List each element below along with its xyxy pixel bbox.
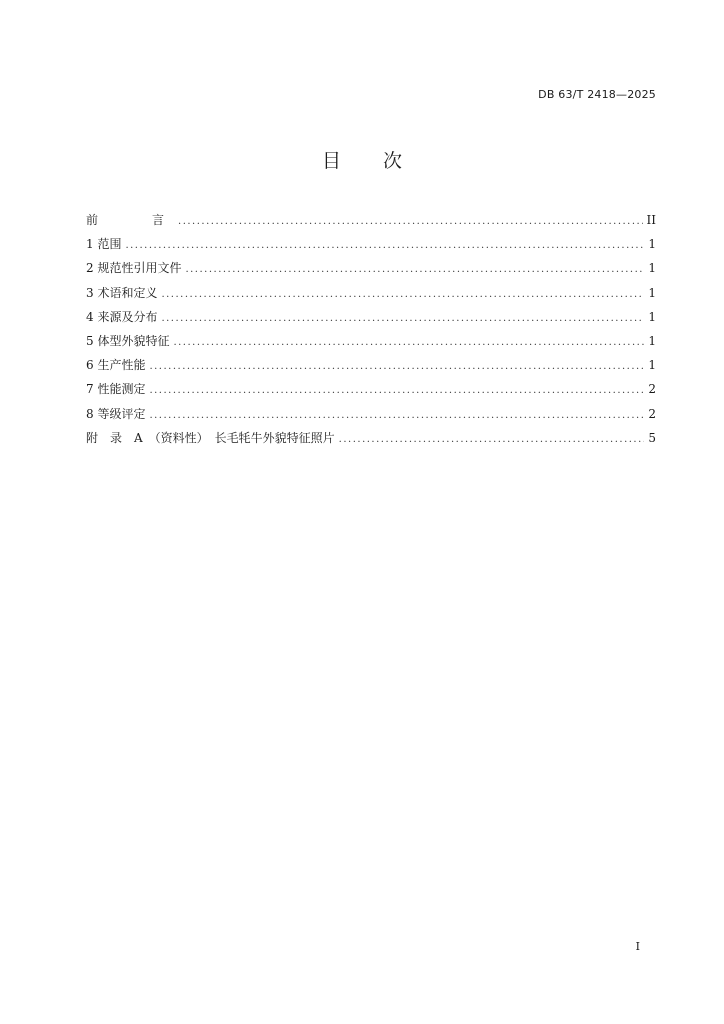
table-of-contents [86,210,656,452]
toc-entry-production-performance[interactable] [86,355,656,379]
toc-label: 附 录 A （资料性） 长毛牦牛外貌特征照片 [86,430,335,445]
toc-label: 4 来源及分布 [86,309,158,324]
toc-page-number: 5 [648,430,656,445]
toc-label: 前 言 [86,213,175,227]
toc-entry-body-appearance[interactable] [86,331,656,355]
title-char-1: 目 [321,150,341,172]
toc-page-number: 1 [648,333,656,348]
toc-entry-terms-definitions[interactable] [86,283,656,307]
toc-label: 7 性能测定 [86,382,146,397]
page-number: I [635,940,640,953]
toc-leader-dots [161,285,644,305]
toc-label: 3 术语和定义 [86,285,158,300]
toc-leader-dots [185,260,644,280]
toc-entry-origin-distribution[interactable] [86,307,656,331]
toc-leader-dots [178,212,643,232]
toc-label: 8 等级评定 [86,406,146,421]
toc-leader-dots [173,333,644,353]
toc-entry-appendix-a[interactable] [86,428,656,452]
toc-leader-dots [125,236,644,256]
toc-page-number: 1 [648,285,656,300]
toc-entry-grade-evaluation[interactable] [86,404,656,428]
toc-page-number: 1 [648,261,656,276]
toc-label: 1 范围 [86,237,122,252]
toc-page-number: 1 [648,309,656,324]
toc-entry-performance-testing[interactable] [86,379,656,403]
toc-page-number: II [646,213,656,227]
toc-entry-foreword[interactable] [86,210,656,234]
page-title [0,146,724,173]
toc-label: 2 规范性引用文件 [86,261,182,276]
toc-leader-dots [339,430,645,450]
toc-label: 5 体型外貌特征 [86,333,170,348]
toc-page-number: 1 [648,358,656,373]
toc-leader-dots [149,381,644,401]
toc-leader-dots [149,406,644,426]
toc-page-number: 2 [648,382,656,397]
toc-page-number: 2 [648,406,656,421]
toc-label: 6 生产性能 [86,358,146,373]
document-code: DB 63/T 2418—2025 [538,88,656,101]
toc-leader-dots [149,357,644,377]
toc-page-number: 1 [648,237,656,252]
toc-entry-normative-references[interactable] [86,258,656,282]
title-char-2: 次 [383,150,403,172]
toc-entry-scope[interactable] [86,234,656,258]
toc-leader-dots [161,309,644,329]
